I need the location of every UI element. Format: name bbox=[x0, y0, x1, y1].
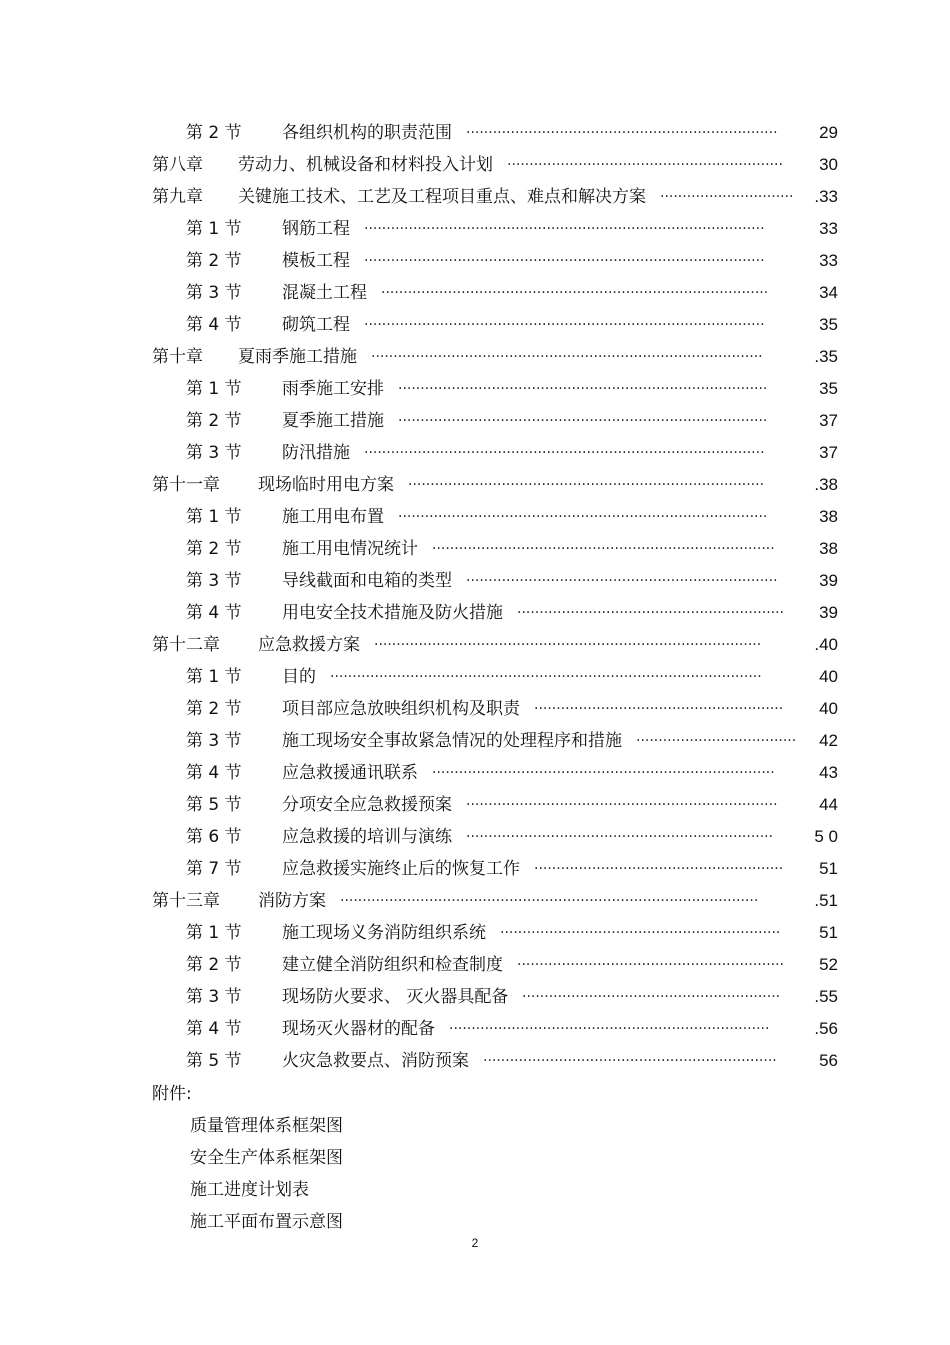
toc-section-row bbox=[0, 597, 950, 629]
toc-section-row bbox=[0, 277, 950, 309]
toc-page-number: 35 bbox=[819, 315, 838, 334]
toc-section-row bbox=[0, 693, 950, 725]
toc-chapter-row bbox=[0, 341, 950, 373]
toc-section-row bbox=[0, 213, 950, 245]
toc-page-number: .35 bbox=[814, 347, 838, 366]
toc-label: 第十三章 bbox=[152, 891, 220, 911]
toc-page-number: 51 bbox=[819, 859, 838, 878]
toc-label: 第 4 节 bbox=[186, 1019, 242, 1039]
toc-title: 建立健全消防组织和检查制度 bbox=[282, 955, 503, 975]
toc-leader-dots: ········································································ bbox=[449, 1021, 770, 1037]
toc-page-number: .33 bbox=[814, 187, 838, 206]
toc-chapter-row bbox=[0, 469, 950, 501]
toc-chapter-row bbox=[0, 149, 950, 181]
appendix-item: 安全生产体系框架图 bbox=[190, 1148, 343, 1168]
toc-title: 导线截面和电箱的类型 bbox=[282, 571, 452, 591]
toc-chapter-row bbox=[0, 181, 950, 213]
toc-page-number: 37 bbox=[819, 443, 838, 462]
toc-title: 应急救援方案 bbox=[258, 635, 360, 655]
toc-title: 现场灭火器材的配备 bbox=[282, 1019, 435, 1039]
toc-page-number: 35 bbox=[819, 379, 838, 398]
toc-section-row bbox=[0, 821, 950, 853]
toc-leader-dots: ·························································································· bbox=[364, 253, 765, 269]
toc-label: 第 5 节 bbox=[186, 795, 242, 815]
toc-page-number: .56 bbox=[814, 1019, 838, 1038]
toc-leader-dots: ······························································· bbox=[500, 925, 781, 941]
toc-section-row bbox=[0, 789, 950, 821]
toc-leader-dots: ······························································································ bbox=[340, 893, 759, 909]
toc-section-row bbox=[0, 853, 950, 885]
toc-title: 火灾急救要点、消防预案 bbox=[282, 1051, 469, 1071]
toc-label: 第 3 节 bbox=[186, 443, 242, 463]
toc-chapter-row bbox=[0, 885, 950, 917]
toc-section-row bbox=[0, 1045, 950, 1077]
toc-label: 第 2 节 bbox=[186, 123, 242, 143]
toc-page-number: 30 bbox=[819, 155, 838, 174]
toc-section-row bbox=[0, 405, 950, 437]
toc-section-row bbox=[0, 309, 950, 341]
toc-page-number: 39 bbox=[819, 571, 838, 590]
toc-label: 第 1 节 bbox=[186, 379, 242, 399]
toc-section-row bbox=[0, 725, 950, 757]
toc-leader-dots: ····································································· bbox=[466, 829, 774, 845]
toc-page-number: 29 bbox=[819, 123, 838, 142]
toc-title: 消防方案 bbox=[258, 891, 326, 911]
toc-leader-dots: ···························································· bbox=[517, 957, 785, 973]
toc-label: 第 2 节 bbox=[186, 699, 242, 719]
toc-page-number: 38 bbox=[819, 507, 838, 526]
toc-section-row bbox=[0, 501, 950, 533]
toc-leader-dots: ························································ bbox=[534, 701, 784, 717]
toc-label: 第 4 节 bbox=[186, 603, 242, 623]
toc-label: 第 4 节 bbox=[186, 763, 242, 783]
toc-section-row bbox=[0, 533, 950, 565]
toc-label: 第 2 节 bbox=[186, 411, 242, 431]
toc-section-row bbox=[0, 373, 950, 405]
toc-leader-dots: ··················································································· bbox=[398, 509, 768, 525]
toc-title: 夏雨季施工措施 bbox=[238, 347, 357, 367]
toc-section-row bbox=[0, 1013, 950, 1045]
toc-label: 第九章 bbox=[152, 187, 203, 207]
toc-leader-dots: ··················································································· bbox=[398, 413, 768, 429]
toc-page-number: 56 bbox=[819, 1051, 838, 1070]
toc-title: 雨季施工安排 bbox=[282, 379, 384, 399]
toc-label: 第 3 节 bbox=[186, 571, 242, 591]
toc-leader-dots: ·························································································· bbox=[364, 317, 765, 333]
toc-leader-dots: ·························································································· bbox=[364, 445, 765, 461]
toc-title: 现场防火要求、 灭火器具配备 bbox=[282, 987, 509, 1007]
toc-title: 施工用电布置 bbox=[282, 507, 384, 527]
toc-leader-dots: ···························································· bbox=[517, 605, 785, 621]
toc-page-number: 42 bbox=[819, 731, 838, 750]
toc-leader-dots: ······························································ bbox=[507, 157, 783, 173]
toc-page-number: 52 bbox=[819, 955, 838, 974]
toc-leader-dots: ······································································ bbox=[466, 573, 778, 589]
toc-title: 应急救援的培训与演练 bbox=[282, 827, 452, 847]
toc-title: 防汛措施 bbox=[282, 443, 350, 463]
toc-label: 第八章 bbox=[152, 155, 203, 175]
toc-page-number: 39 bbox=[819, 603, 838, 622]
toc-page-number: .51 bbox=[814, 891, 838, 910]
toc-label: 第 5 节 bbox=[186, 1051, 242, 1071]
toc-title: 目的 bbox=[282, 667, 316, 687]
toc-leader-dots: ·························································· bbox=[522, 989, 781, 1005]
toc-label: 第 3 节 bbox=[186, 283, 242, 303]
toc-page-number: 51 bbox=[819, 923, 838, 942]
toc-title: 项目部应急放映组织机构及职责 bbox=[282, 699, 520, 719]
toc-title: 用电安全技术措施及防火措施 bbox=[282, 603, 503, 623]
toc-label: 第 1 节 bbox=[186, 507, 242, 527]
toc-page-number: 33 bbox=[819, 251, 838, 270]
toc-section-row bbox=[0, 117, 950, 149]
toc-label: 第十二章 bbox=[152, 635, 220, 655]
toc-label: 第 2 节 bbox=[186, 251, 242, 271]
toc-section-row bbox=[0, 565, 950, 597]
toc-title: 应急救援通讯联系 bbox=[282, 763, 418, 783]
toc-title: 钢筋工程 bbox=[282, 219, 350, 239]
toc-title: 混凝土工程 bbox=[282, 283, 367, 303]
toc-leader-dots: ······························ bbox=[660, 189, 794, 205]
toc-title: 现场临时用电方案 bbox=[258, 475, 394, 495]
toc-title: 劳动力、机械设备和材料投入计划 bbox=[238, 155, 493, 175]
toc-title: 模板工程 bbox=[282, 251, 350, 271]
toc-leader-dots: ································································································· bbox=[330, 669, 762, 685]
toc-page-number: 44 bbox=[819, 795, 838, 814]
toc-label: 第 7 节 bbox=[186, 859, 242, 879]
toc-label: 第 4 节 bbox=[186, 315, 242, 335]
toc-title: 施工现场义务消防组织系统 bbox=[282, 923, 486, 943]
toc-page-number: 37 bbox=[819, 411, 838, 430]
toc-leader-dots: ························································································ bbox=[371, 349, 763, 365]
toc-title: 各组织机构的职责范围 bbox=[282, 123, 452, 143]
toc-section-row bbox=[0, 757, 950, 789]
toc-page-number: 38 bbox=[819, 539, 838, 558]
toc-leader-dots: ················································································ bbox=[408, 477, 765, 493]
toc-label: 第 1 节 bbox=[186, 667, 242, 687]
toc-leader-dots: ·································································· bbox=[483, 1053, 777, 1069]
toc-label: 第 2 节 bbox=[186, 539, 242, 559]
toc-leader-dots: ··················································································· bbox=[398, 381, 768, 397]
toc-leader-dots: ······································································ bbox=[466, 797, 778, 813]
toc-leader-dots: ············································································· bbox=[432, 765, 775, 781]
toc-section-row bbox=[0, 437, 950, 469]
toc-leader-dots: ······················································································· bbox=[381, 285, 769, 301]
toc-page-number: 40 bbox=[819, 667, 838, 686]
toc-label: 第 1 节 bbox=[186, 923, 242, 943]
toc-title: 分项安全应急救援预案 bbox=[282, 795, 452, 815]
toc-title: 夏季施工措施 bbox=[282, 411, 384, 431]
toc-label: 第 3 节 bbox=[186, 731, 242, 751]
toc-page-number: .40 bbox=[814, 635, 838, 654]
toc-label: 第 2 节 bbox=[186, 955, 242, 975]
toc-label: 第十一章 bbox=[152, 475, 220, 495]
toc-title: 施工现场安全事故紧急情况的处理程序和措施 bbox=[282, 731, 622, 751]
appendix-item: 质量管理体系框架图 bbox=[190, 1116, 343, 1136]
toc-page-number: 40 bbox=[819, 699, 838, 718]
toc-leader-dots: ···································· bbox=[636, 733, 797, 749]
appendix-item: 施工平面布置示意图 bbox=[190, 1212, 343, 1232]
toc-section-row bbox=[0, 981, 950, 1013]
toc-page-number: 33 bbox=[819, 219, 838, 238]
toc-page-number: .55 bbox=[814, 987, 838, 1006]
page-number: 2 bbox=[471, 1236, 479, 1250]
toc-title: 砌筑工程 bbox=[282, 315, 350, 335]
toc-leader-dots: ·························································································· bbox=[364, 221, 765, 237]
toc-label: 第 3 节 bbox=[186, 987, 242, 1007]
toc-section-row bbox=[0, 949, 950, 981]
toc-section-row bbox=[0, 661, 950, 693]
toc-label: 第十章 bbox=[152, 347, 203, 367]
toc-page-number: 34 bbox=[819, 283, 838, 302]
toc-label: 第 6 节 bbox=[186, 827, 242, 847]
toc-page-number: 5 0 bbox=[814, 827, 838, 846]
toc-leader-dots: ······················································································· bbox=[374, 637, 762, 653]
toc-leader-dots: ························································ bbox=[534, 861, 784, 877]
toc-label: 第 1 节 bbox=[186, 219, 242, 239]
toc-page-number: .38 bbox=[814, 475, 838, 494]
toc-title: 应急救援实施终止后的恢复工作 bbox=[282, 859, 520, 879]
toc-title: 关键施工技术、工艺及工程项目重点、难点和解决方案 bbox=[238, 187, 646, 207]
toc-title: 施工用电情况统计 bbox=[282, 539, 418, 559]
toc-page-number: 43 bbox=[819, 763, 838, 782]
toc-leader-dots: ······································································ bbox=[466, 125, 778, 141]
toc-section-row bbox=[0, 917, 950, 949]
appendix-heading: 附件: bbox=[152, 1084, 192, 1104]
toc-leader-dots: ············································································· bbox=[432, 541, 775, 557]
toc-chapter-row bbox=[0, 629, 950, 661]
appendix-item: 施工进度计划表 bbox=[190, 1180, 309, 1200]
toc-section-row bbox=[0, 245, 950, 277]
